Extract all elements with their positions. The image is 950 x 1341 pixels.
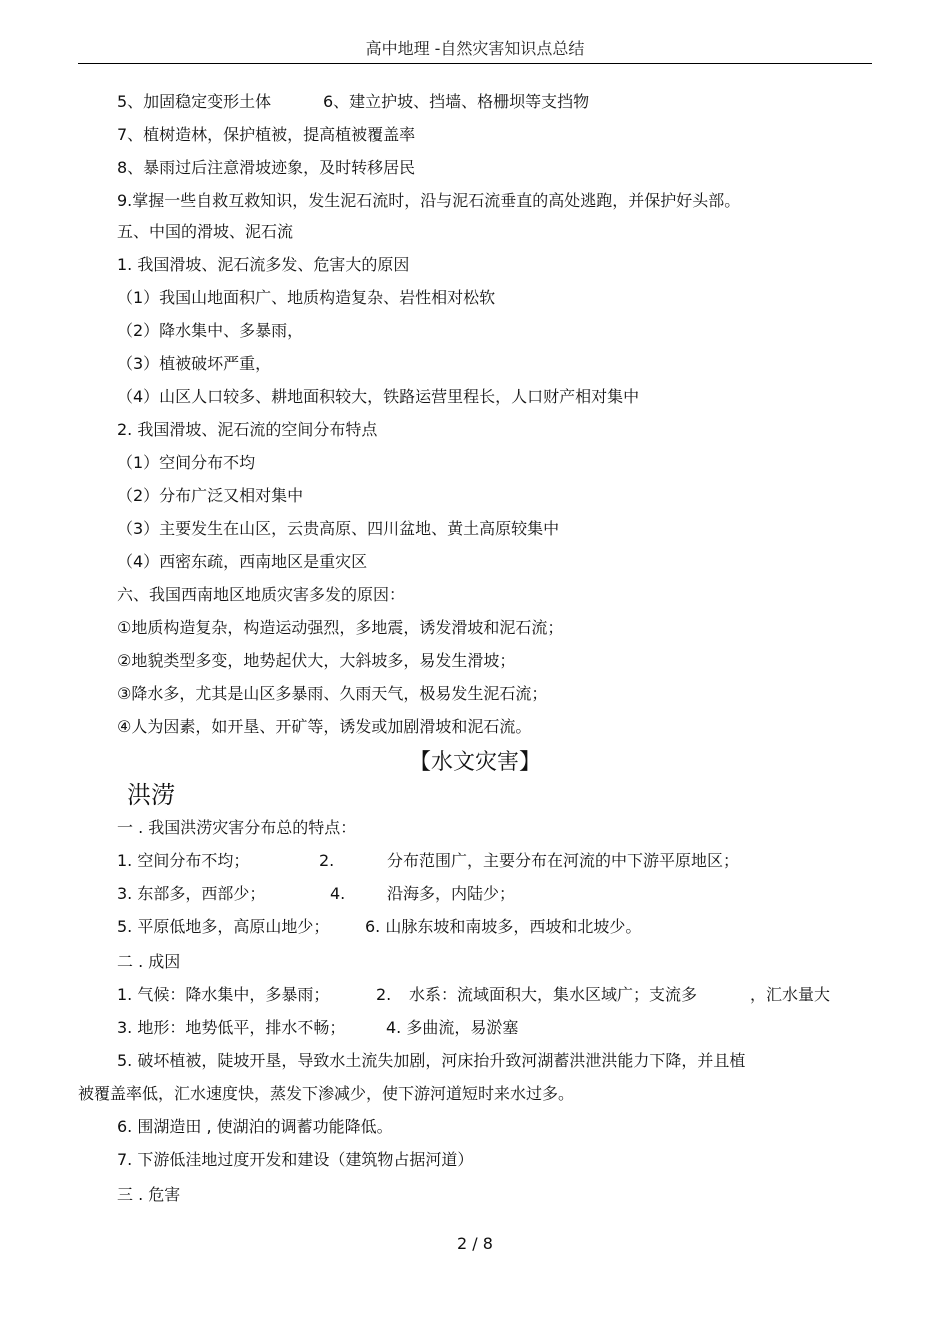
- text-line: ，汇水量大: [750, 985, 831, 1004]
- text-line: 5. 破坏植被，陡坡开垦，导致水土流失加剧，河床抬升致河湖蓄洪泄洪能力下降，并且植: [117, 1051, 746, 1070]
- section-heading: 五、中国的滑坡、泥石流: [117, 222, 294, 241]
- text-line: （1）我国山地面积广、地质构造复杂、岩性相对松软: [117, 288, 496, 307]
- text-line: （2）分布广泛又相对集中: [117, 486, 304, 505]
- document-header-title: 高中地理 -自然灾害知识点总结: [365, 39, 585, 58]
- section-heading: 二 . 成因: [117, 952, 181, 971]
- text-line: 7、植树造林，保护植被，提高植被覆盖率: [117, 125, 416, 144]
- section-subtitle: 洪涝: [127, 781, 175, 809]
- text-line: ④人为因素，如开垦、开矿等，诱发或加剧滑坡和泥石流。: [117, 717, 532, 736]
- text-line: （4）山区人口较多、耕地面积较大，铁路运营里程长，人口财产相对集中: [117, 387, 640, 406]
- text-line: 1. 气候：降水集中，多暴雨；: [117, 985, 330, 1004]
- text-line: 6. 围湖造田 , 使湖泊的调蓄功能降低。: [117, 1117, 393, 1136]
- text-line: ②地貌类型多变，地势起伏大，大斜坡多，易发生滑坡；: [117, 651, 516, 670]
- text-line: ①地质构造复杂，构造运动强烈，多地震，诱发滑坡和泥石流；: [117, 618, 564, 637]
- text-line: （3）植被破坏严重，: [117, 354, 272, 373]
- text-line: 分布范围广，主要分布在河流的中下游平原地区；: [387, 851, 740, 870]
- text-line: 沿海多，内陆少；: [387, 884, 516, 903]
- text-line: 8、暴雨过后注意滑坡迹象，及时转移居民: [117, 158, 416, 177]
- text-line: 1. 空间分布不均；: [117, 851, 250, 870]
- text-line: 3. 地形：地势低平，排水不畅；: [117, 1018, 346, 1037]
- text-line: （1）空间分布不均: [117, 453, 256, 472]
- text-line: 5、加固稳定变形土体: [117, 92, 272, 111]
- text-line: （3）主要发生在山区，云贵高原、四川盆地、黄土高原较集中: [117, 519, 560, 538]
- page-number: 2 / 8: [457, 1234, 493, 1253]
- text-line: 4. 多曲流，易淤塞: [386, 1018, 519, 1037]
- text-line: （2）降水集中、多暴雨，: [117, 321, 304, 340]
- text-line: 6. 山脉东坡和南坡多，西坡和北坡少。: [365, 917, 642, 936]
- text-line: 2.: [319, 851, 335, 870]
- text-line: 7. 下游低洼地过度开发和建设（建筑物占据河道）: [117, 1150, 474, 1169]
- section-heading: 六、我国西南地区地质灾害多发的原因：: [117, 585, 406, 604]
- text-line: 5. 平原低地多，高原山地少；: [117, 917, 330, 936]
- text-line: （4）西密东疏，西南地区是重灾区: [117, 552, 368, 571]
- text-line: 水系：流域面积大，集水区域广；支流多: [409, 985, 698, 1004]
- text-line: 2.: [376, 985, 392, 1004]
- header-divider: [78, 63, 872, 64]
- text-line: 2. 我国滑坡、泥石流的空间分布特点: [117, 420, 378, 439]
- text-line: ③降水多，尤其是山区多暴雨、久雨天气，极易发生泥石流；: [117, 684, 548, 703]
- text-line: 6、建立护坡、挡墙、格栅坝等支挡物: [323, 92, 590, 111]
- text-line: 被覆盖率低，汇水速度快，蒸发下渗减少，使下游河道短时来水过多。: [78, 1084, 575, 1103]
- section-heading: 三 . 危害: [117, 1185, 181, 1204]
- text-line: 9.掌握一些自救互救知识，发生泥石流时，沿与泥石流垂直的高处逃跑，并保护好头部。: [117, 191, 741, 210]
- text-line: 3. 东部多，西部少；: [117, 884, 266, 903]
- text-line: 4.: [330, 884, 346, 903]
- section-heading: 一 . 我国洪涝灾害分布总的特点：: [117, 818, 357, 837]
- section-title: 【水文灾害】: [408, 750, 541, 775]
- text-line: 1. 我国滑坡、泥石流多发、危害大的原因: [117, 255, 410, 274]
